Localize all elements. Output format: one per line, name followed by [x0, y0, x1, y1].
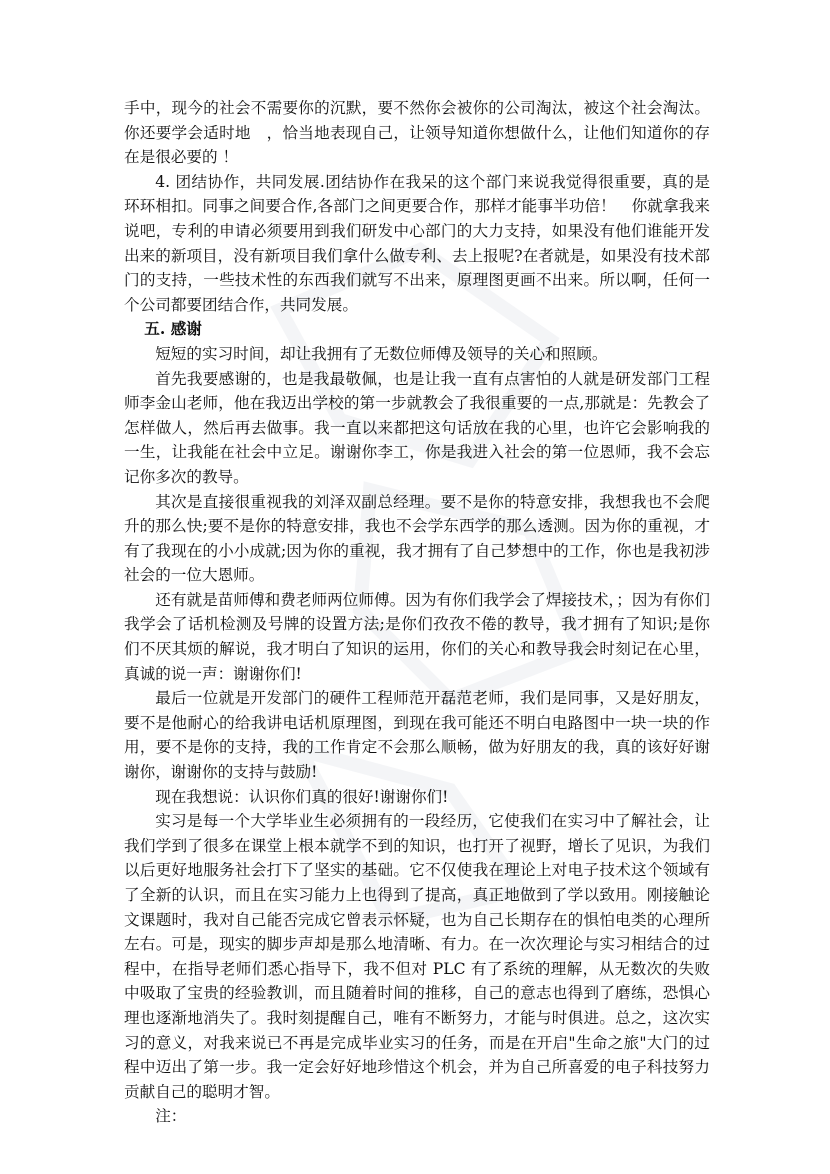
paragraph-summary: 实习是每一个大学毕业生必须拥有的一段经历，它使我们在实习中了解社会，让我们学到了很多在课堂上根本就学不到的知识，也打开了视野，增长了见识，为我们以后更好地服务社会打下了坚实的基础。它不仅使我在理论上对电子技术这个领域有了全新的认识，而且在实习能力上也得到了提高，真正地做到了学以致用。刚接触论文课题时，我对自己能否完成它曾表示怀疑，也为自己长期存在的惧怕电类的心理所左右。可是，现实的脚步声却是那么地清晰、有力。在一次次理论与实习相结合的过程中，在指导老师们悉心指导下，我不但对 PLC 有了系统的理解，从无数次的失败中吸取了宝贵的经验教训，而且随着时间的推移，自己的意志也得到了磨练，恐惧心理也逐渐地消失了。我时刻提醒自己，唯有不断努力，才能与时俱进。总之，这次实习的意义，对我来说已不再是完成毕业实习的任务，而是在开启"生命之旅"大门的过程中迈出了第一步。我一定会好好地珍惜这个机会，并为自己所喜爱的电子科技努力贡献自己的聪明才智。 [124, 812, 710, 1101]
paragraph-thanks-last: 最后一位就是开发部门的硬件工程师范开磊范老师，我们是同事，又是好朋友，要不是他耐心的给我讲电话机原理图，到现在我可能还不明白电路图中一块一块的作用，要不是你的支持，我的工作肯定不会那么顺畅，做为好朋友的我，真的该好好谢谢你，谢谢你的支持与鼓励! [124, 689, 710, 782]
paragraph-group-top [124, 96, 710, 317]
paragraph-teamwork: 4. 团结协作，共同发展.团结协作在我呆的这个部门来说我觉得很重要，真的是环环相扣。同事之间要合作,各部门之间更要合作，那样才能事半功倍！ 你就拿我来说吧，专利的申请必须要用到我们研发中心部门的大力支持，如果没有他们谁能开发出来的新项目，没有新项目我们拿什么做专利、去上报呢?在者就是，如果没有技术部门的支持，一些技术性的东西我们就写不出来，原理图更画不出来。所以啊，任何一个公司都要团结合作，共同发展。 [124, 172, 710, 314]
paragraph-thanks-second: 其次是直接很重视我的刘泽双副总经理。要不是你的特意安排，我想我也不会爬升的那么快;要不是你的特意安排，我也不会学东西学的那么透测。因为你的重视，才有了我现在的小小成就;因为你的重视，我才拥有了自己梦想中的工作，你也是我初涉社会的一位大恩师。 [124, 492, 710, 585]
document-page [124, 96, 710, 1129]
paragraph-thanks-intro: 短短的实习时间，却让我拥有了无数位师傅及领导的关心和照顾。 [155, 344, 608, 363]
paragraph-thanks-closing: 现在我想说：认识你们真的很好!谢谢你们! [155, 787, 449, 806]
paragraph-continuation: 手中，现今的社会不需要你的沉默，要不然你会被你的公司淘汰，被这个社会淘汰。你还要学会适时地 ，恰当地表现自己，让领导知道你想做什么，让他们知道你的存在是很必要的 ！ [124, 99, 710, 167]
paragraph-note: 注： [155, 1107, 187, 1126]
paragraph-group-bottom [124, 342, 710, 1129]
paragraph-thanks-first: 首先我要感谢的，也是我最敬佩，也是让我一直有点害怕的人就是研发部门工程师李金山老师，他在我迈出学校的第一步就教会了我很重要的一点,那就是：先教会了怎样做人，然后再去做事。我一直以来都把这句话放在我的心里，也许它会影响我的一生，让我能在社会中立足。谢谢你李工，你是我进入社会的第一位恩师，我不会忘记你多次的教导。 [124, 369, 710, 486]
section-heading: 五. 感谢 [144, 319, 202, 339]
paragraph-thanks-third: 还有就是苗师傅和费老师两位师傅。因为有你们我学会了焊接技术，；因为有你们我学会了话机检测及号牌的设置方法;是你们孜孜不倦的教导，我才拥有了知识;是你们不厌其烦的解说，我才明白了知识的运用，你们的关心和教导我会时刻记在心里，真诚的说一声：谢谢你们! [124, 590, 710, 683]
